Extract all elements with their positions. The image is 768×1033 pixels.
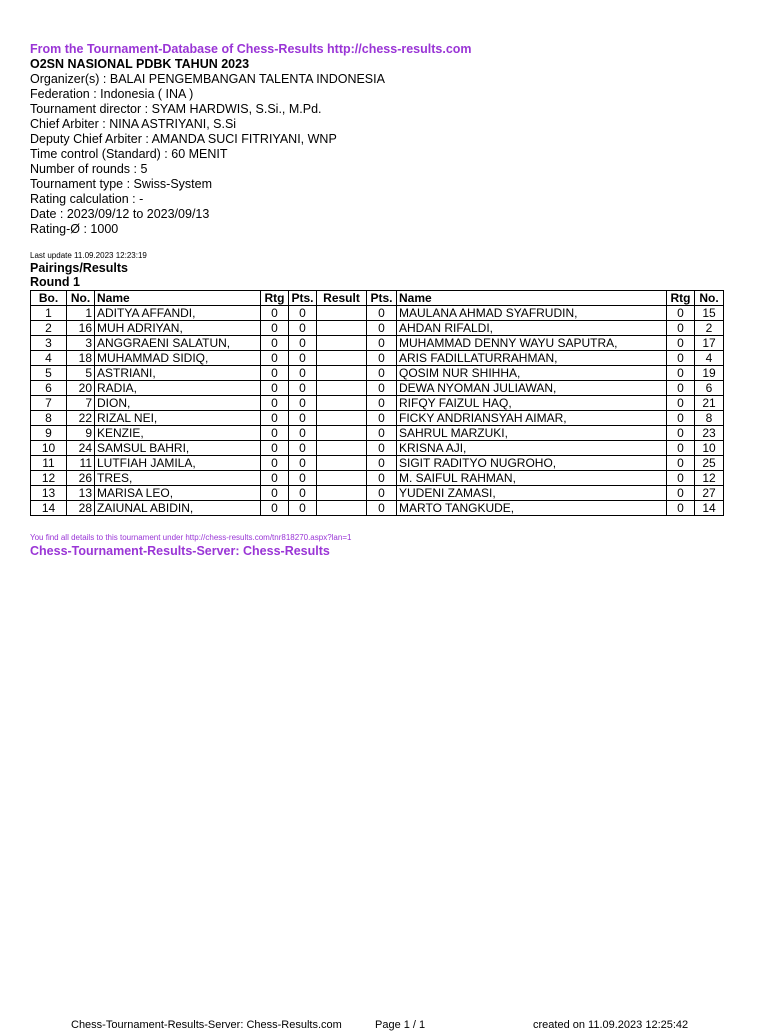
white-rtg-cell: 0 [261, 336, 289, 351]
table-row [31, 351, 724, 366]
white-rtg-cell: 0 [261, 306, 289, 321]
black-name-cell: MAULANA AHMAD SYAFRUDIN, [397, 306, 667, 321]
info-type: Tournament type : Swiss-System [30, 177, 213, 191]
pairings-body [31, 306, 724, 516]
table-row [31, 456, 724, 471]
white-pts-cell: 0 [289, 336, 317, 351]
board-cell: 3 [31, 336, 67, 351]
white-no-cell: 24 [67, 441, 95, 456]
black-no-cell: 6 [695, 381, 724, 396]
result-cell [317, 411, 367, 426]
black-rtg-cell: 0 [667, 321, 695, 336]
black-pts-cell: 0 [367, 441, 397, 456]
result-cell [317, 471, 367, 486]
result-cell [317, 441, 367, 456]
black-no-cell: 4 [695, 351, 724, 366]
white-rtg-cell: 0 [261, 441, 289, 456]
white-no-cell: 11 [67, 456, 95, 471]
board-cell: 8 [31, 411, 67, 426]
white-pts-cell: 0 [289, 471, 317, 486]
board-cell: 6 [31, 381, 67, 396]
white-name-cell: ADITYA AFFANDI, [95, 306, 261, 321]
white-pts-cell: 0 [289, 426, 317, 441]
tournament-info [30, 72, 730, 237]
black-name-cell: MARTO TANGKUDE, [397, 501, 667, 516]
black-rtg-cell: 0 [667, 366, 695, 381]
white-pts-cell: 0 [289, 381, 317, 396]
black-rtg-cell: 0 [667, 381, 695, 396]
white-name-cell: MUH ADRIYAN, [95, 321, 261, 336]
pairings-table [30, 290, 724, 516]
white-no-cell: 9 [67, 426, 95, 441]
white-name-cell: KENZIE, [95, 426, 261, 441]
table-row [31, 306, 724, 321]
page-footer [0, 1019, 768, 1033]
white-name-cell: MARISA LEO, [95, 486, 261, 501]
black-name-cell: DEWA NYOMAN JULIAWAN, [397, 381, 667, 396]
black-pts-cell: 0 [367, 321, 397, 336]
info-director: Tournament director : SYAM HARDWIS, S.Si., M.Pd. [30, 102, 322, 116]
result-cell [317, 321, 367, 336]
white-pts-cell: 0 [289, 411, 317, 426]
white-pts-cell: 0 [289, 306, 317, 321]
black-name-cell: SIGIT RADITYO NUGROHO, [397, 456, 667, 471]
details-footnote[interactable]: You find all details to this tournament under http://chess-results.com/tnr818270.aspx?lan=1 [30, 533, 352, 542]
white-rtg-cell: 0 [261, 411, 289, 426]
white-pts-cell: 0 [289, 441, 317, 456]
info-federation: Federation : Indonesia ( INA ) [30, 87, 194, 101]
board-cell: 5 [31, 366, 67, 381]
black-no-cell: 12 [695, 471, 724, 486]
event-title: O2SN NASIONAL PDBK TAHUN 2023 [30, 57, 250, 71]
black-rtg-cell: 0 [667, 351, 695, 366]
table-row [31, 501, 724, 516]
white-no-cell: 28 [67, 501, 95, 516]
black-pts-cell: 0 [367, 306, 397, 321]
white-no-cell: 26 [67, 471, 95, 486]
black-pts-cell: 0 [367, 471, 397, 486]
table-row [31, 471, 724, 486]
board-cell: 2 [31, 321, 67, 336]
table-row [31, 396, 724, 411]
white-name-cell: MUHAMMAD SIDIQ, [95, 351, 261, 366]
white-rtg-cell: 0 [261, 351, 289, 366]
black-name-cell: M. SAIFUL RAHMAN, [397, 471, 667, 486]
white-name-cell: RADIA, [95, 381, 261, 396]
result-cell [317, 351, 367, 366]
col-header-name-white: Name [95, 291, 261, 306]
white-name-cell: RIZAL NEI, [95, 411, 261, 426]
info-time-control: Time control (Standard) : 60 MENIT [30, 147, 228, 161]
table-row [31, 321, 724, 336]
result-cell [317, 486, 367, 501]
black-pts-cell: 0 [367, 501, 397, 516]
white-no-cell: 13 [67, 486, 95, 501]
col-header-no-white: No. [67, 291, 95, 306]
round-label: Round 1 [30, 275, 80, 289]
result-cell [317, 381, 367, 396]
black-pts-cell: 0 [367, 486, 397, 501]
info-chief-arbiter: Chief Arbiter : NINA ASTRIYANI, S.Si [30, 117, 237, 131]
white-name-cell: LUTFIAH JAMILA, [95, 456, 261, 471]
result-cell [317, 456, 367, 471]
black-name-cell: SAHRUL MARZUKI, [397, 426, 667, 441]
black-rtg-cell: 0 [667, 441, 695, 456]
result-cell [317, 396, 367, 411]
black-no-cell: 23 [695, 426, 724, 441]
section-title: Pairings/Results [30, 261, 128, 275]
table-row [31, 381, 724, 396]
source-link[interactable]: From the Tournament-Database of Chess-Results http://chess-results.com [30, 42, 472, 56]
black-rtg-cell: 0 [667, 336, 695, 351]
white-rtg-cell: 0 [261, 366, 289, 381]
white-pts-cell: 0 [289, 321, 317, 336]
info-rating-avg: Rating-Ø : 1000 [30, 222, 119, 236]
black-rtg-cell: 0 [667, 411, 695, 426]
board-cell: 14 [31, 501, 67, 516]
result-cell [317, 306, 367, 321]
white-no-cell: 1 [67, 306, 95, 321]
col-header-name-black: Name [397, 291, 667, 306]
black-no-cell: 8 [695, 411, 724, 426]
document-page [30, 42, 730, 559]
black-no-cell: 14 [695, 501, 724, 516]
black-pts-cell: 0 [367, 381, 397, 396]
black-no-cell: 17 [695, 336, 724, 351]
col-header-no-black: No. [695, 291, 724, 306]
black-pts-cell: 0 [367, 396, 397, 411]
white-rtg-cell: 0 [261, 396, 289, 411]
black-name-cell: KRISNA AJI, [397, 441, 667, 456]
black-name-cell: QOSIM NUR SHIHHA, [397, 366, 667, 381]
info-organizer: Organizer(s) : BALAI PENGEMBANGAN TALENTA INDONESIA [30, 72, 385, 86]
black-no-cell: 2 [695, 321, 724, 336]
black-no-cell: 15 [695, 306, 724, 321]
info-rating-calc: Rating calculation : - [30, 192, 144, 206]
table-row [31, 366, 724, 381]
table-row [31, 336, 724, 351]
white-pts-cell: 0 [289, 396, 317, 411]
white-pts-cell: 0 [289, 366, 317, 381]
board-cell: 12 [31, 471, 67, 486]
black-pts-cell: 0 [367, 426, 397, 441]
black-name-cell: RIFQY FAIZUL HAQ, [397, 396, 667, 411]
info-date: Date : 2023/09/12 to 2023/09/13 [30, 207, 210, 221]
black-name-cell: MUHAMMAD DENNY WAYU SAPUTRA, [397, 336, 667, 351]
black-rtg-cell: 0 [667, 456, 695, 471]
table-row [31, 486, 724, 501]
black-pts-cell: 0 [367, 351, 397, 366]
result-cell [317, 426, 367, 441]
board-cell: 1 [31, 306, 67, 321]
white-rtg-cell: 0 [261, 456, 289, 471]
black-pts-cell: 0 [367, 411, 397, 426]
last-update: Last update 11.09.2023 12:23:19 [30, 251, 147, 260]
white-no-cell: 16 [67, 321, 95, 336]
white-no-cell: 3 [67, 336, 95, 351]
col-header-rtg-white: Rtg [261, 291, 289, 306]
white-no-cell: 20 [67, 381, 95, 396]
black-rtg-cell: 0 [667, 501, 695, 516]
black-no-cell: 21 [695, 396, 724, 411]
black-name-cell: FICKY ANDRIANSYAH AIMAR, [397, 411, 667, 426]
board-cell: 10 [31, 441, 67, 456]
white-rtg-cell: 0 [261, 381, 289, 396]
white-pts-cell: 0 [289, 456, 317, 471]
col-header-pts-black: Pts. [367, 291, 397, 306]
footer-created: created on 11.09.2023 12:25:42 [533, 1019, 689, 1031]
white-name-cell: SAMSUL BAHRI, [95, 441, 261, 456]
white-pts-cell: 0 [289, 501, 317, 516]
black-no-cell: 25 [695, 456, 724, 471]
black-no-cell: 19 [695, 366, 724, 381]
board-cell: 11 [31, 456, 67, 471]
black-name-cell: ARIS FADILLATURRAHMAN, [397, 351, 667, 366]
board-cell: 7 [31, 396, 67, 411]
white-rtg-cell: 0 [261, 321, 289, 336]
table-row [31, 441, 724, 456]
black-pts-cell: 0 [367, 456, 397, 471]
col-header-rtg-black: Rtg [667, 291, 695, 306]
col-header-board: Bo. [31, 291, 67, 306]
footer-server: Chess-Tournament-Results-Server: Chess-Results.com [71, 1019, 342, 1031]
result-cell [317, 336, 367, 351]
white-no-cell: 22 [67, 411, 95, 426]
board-cell: 9 [31, 426, 67, 441]
white-name-cell: DION, [95, 396, 261, 411]
info-rounds: Number of rounds : 5 [30, 162, 148, 176]
col-header-pts-white: Pts. [289, 291, 317, 306]
white-name-cell: ASTRIANI, [95, 366, 261, 381]
table-row [31, 411, 724, 426]
result-cell [317, 501, 367, 516]
white-no-cell: 7 [67, 396, 95, 411]
white-rtg-cell: 0 [261, 426, 289, 441]
info-deputy-arbiter: Deputy Chief Arbiter : AMANDA SUCI FITRIYANI, WNP [30, 132, 337, 146]
table-header-row [31, 291, 724, 306]
white-rtg-cell: 0 [261, 486, 289, 501]
white-name-cell: TRES, [95, 471, 261, 486]
col-header-result: Result [317, 291, 367, 306]
white-name-cell: ZAIUNAL ABIDIN, [95, 501, 261, 516]
white-rtg-cell: 0 [261, 471, 289, 486]
server-link[interactable]: Chess-Tournament-Results-Server: Chess-Results [30, 544, 330, 558]
black-name-cell: AHDAN RIFALDI, [397, 321, 667, 336]
black-rtg-cell: 0 [667, 471, 695, 486]
black-rtg-cell: 0 [667, 306, 695, 321]
table-row [31, 426, 724, 441]
black-name-cell: YUDENI ZAMASI, [397, 486, 667, 501]
white-no-cell: 5 [67, 366, 95, 381]
white-pts-cell: 0 [289, 351, 317, 366]
white-no-cell: 18 [67, 351, 95, 366]
board-cell: 4 [31, 351, 67, 366]
black-no-cell: 10 [695, 441, 724, 456]
white-pts-cell: 0 [289, 486, 317, 501]
black-no-cell: 27 [695, 486, 724, 501]
result-cell [317, 366, 367, 381]
board-cell: 13 [31, 486, 67, 501]
black-pts-cell: 0 [367, 336, 397, 351]
black-rtg-cell: 0 [667, 396, 695, 411]
white-rtg-cell: 0 [261, 501, 289, 516]
footer-page-number: Page 1 / 1 [375, 1019, 426, 1031]
black-rtg-cell: 0 [667, 486, 695, 501]
black-pts-cell: 0 [367, 366, 397, 381]
black-rtg-cell: 0 [667, 426, 695, 441]
white-name-cell: ANGGRAENI SALATUN, [95, 336, 261, 351]
